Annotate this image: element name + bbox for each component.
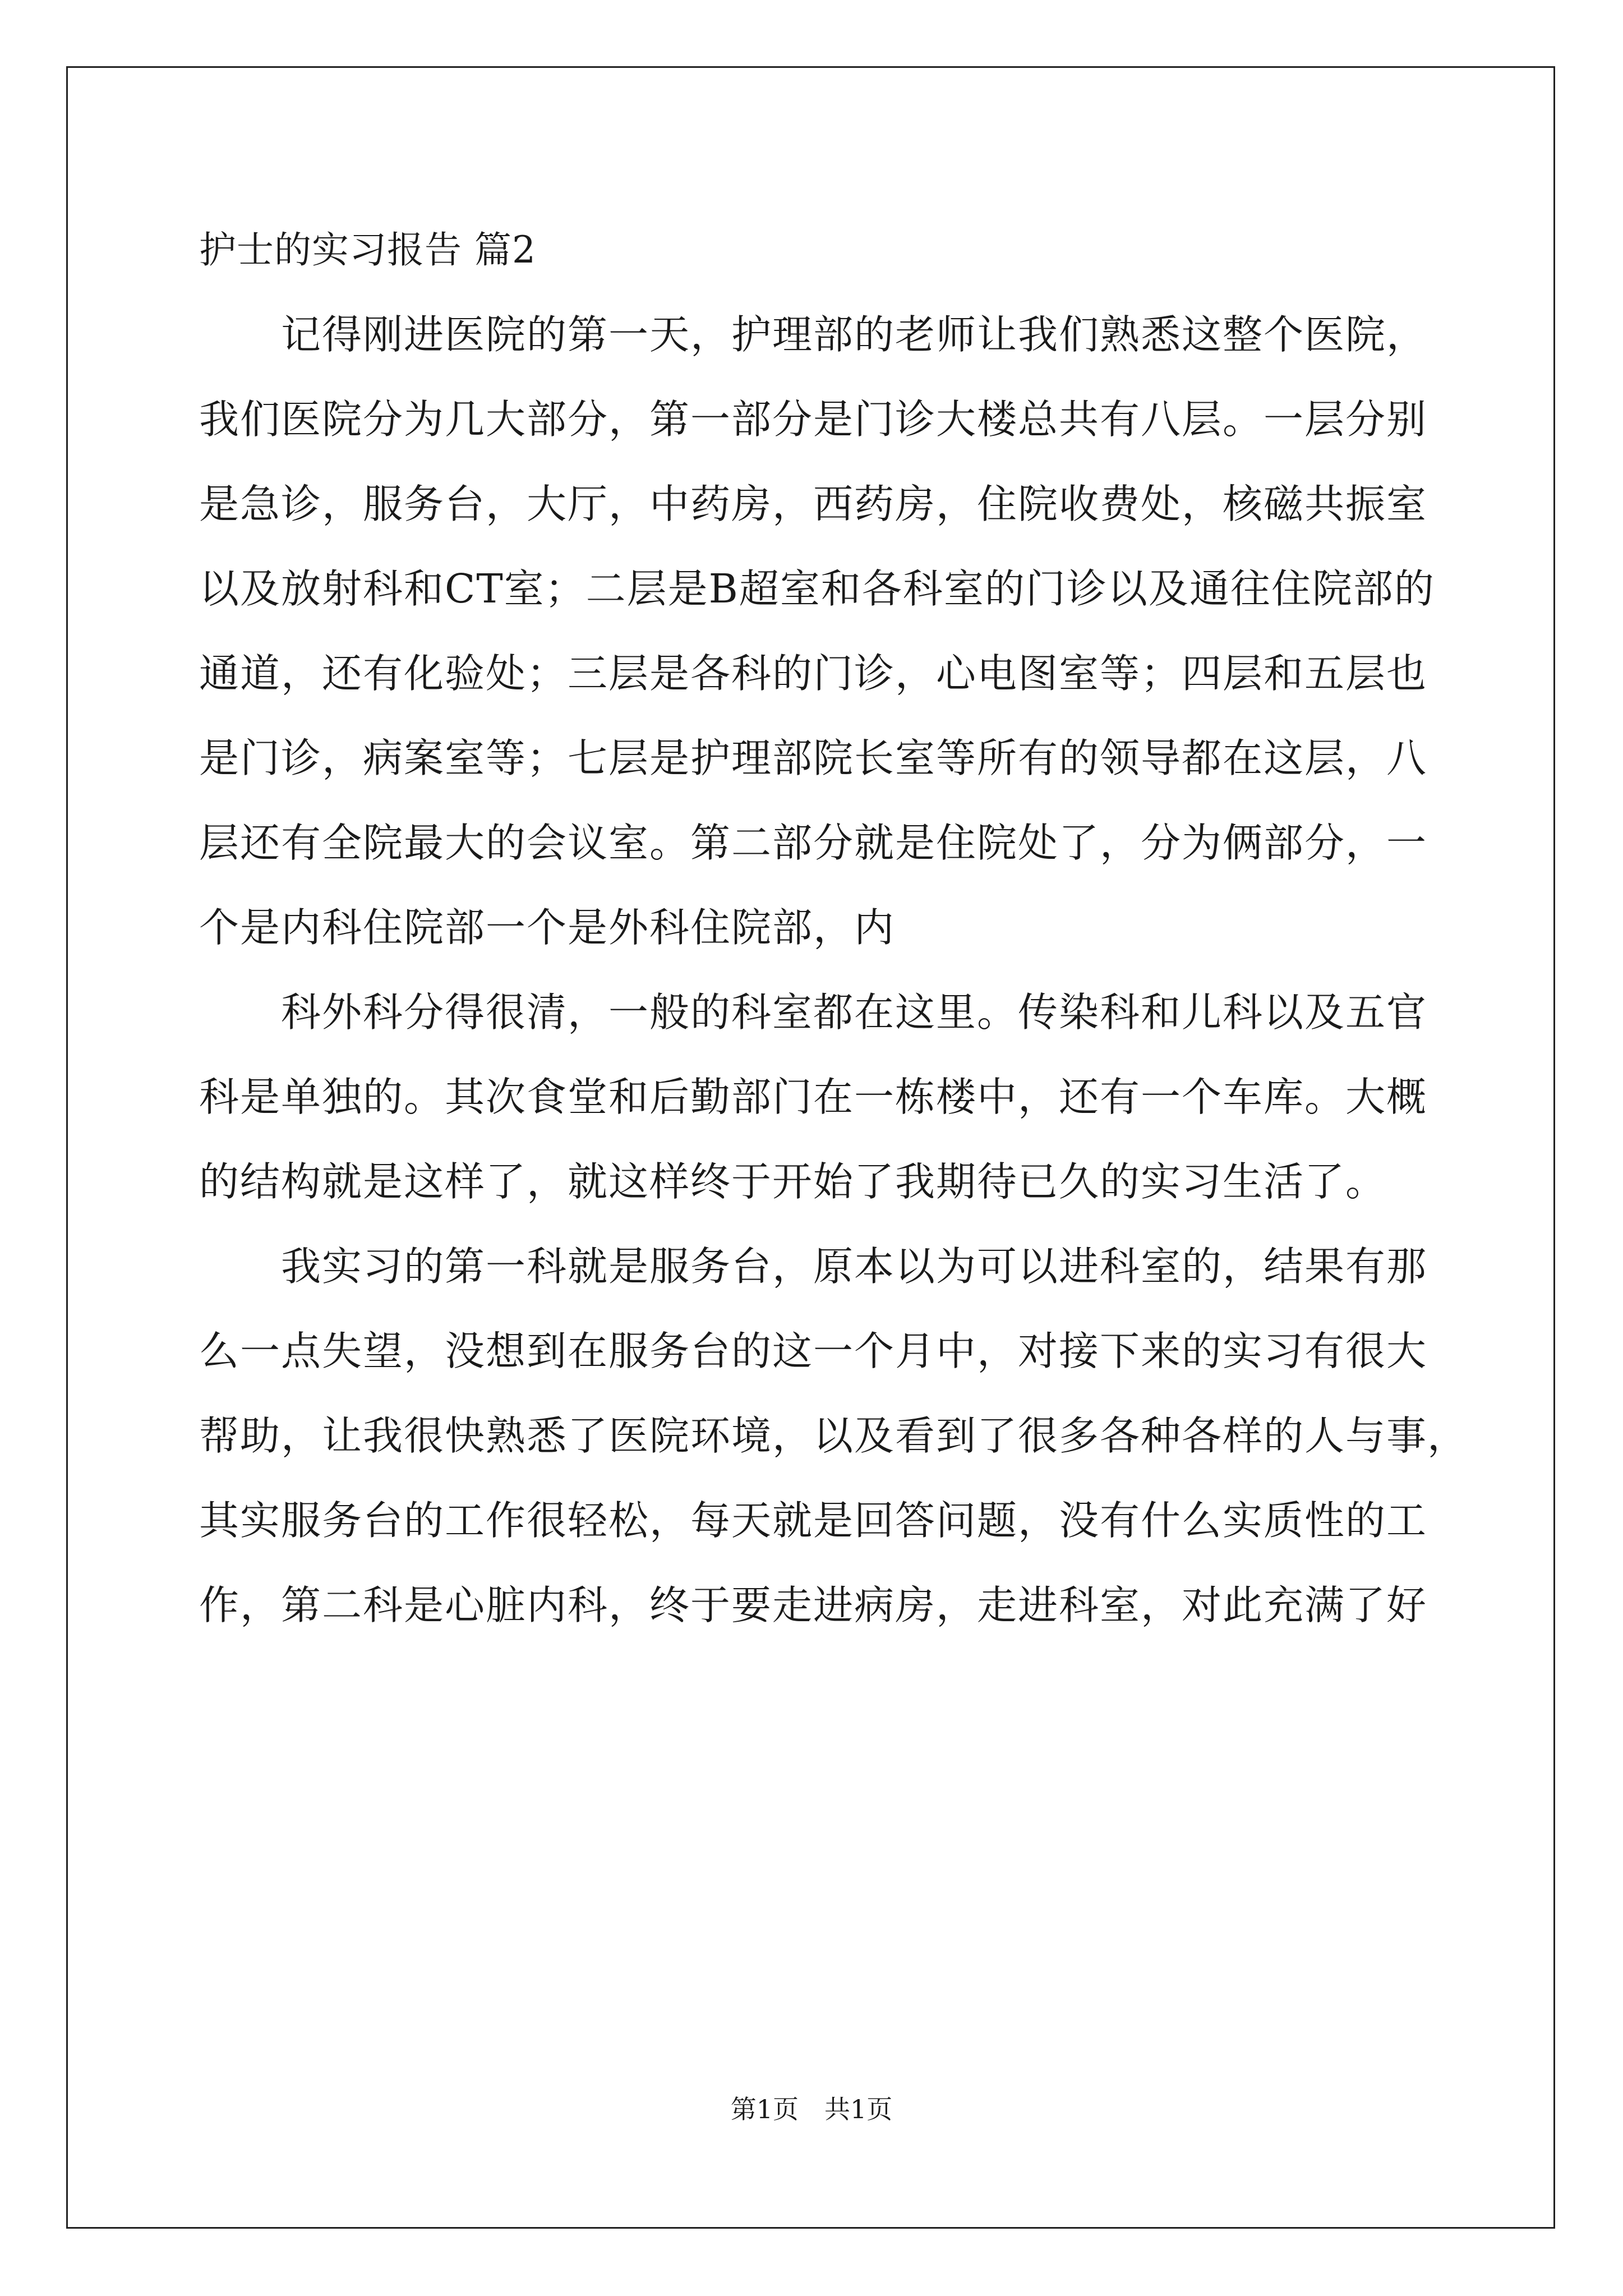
text-line: 我实习的第一科就是服务台，原本以为可以进科室的，结果有那 (281, 1243, 1428, 1290)
text-line: 是门诊，病案室等；七层是护理部院长室等所有的领导都在这层，八 (199, 735, 1428, 781)
document-body (199, 222, 1467, 1662)
text-line: 的结构就是这样了，就这样终于开始了我期待已久的实习生活了。 (199, 1158, 1387, 1205)
text-line: 层还有全院最大的会议室。第二部分就是住院处了，分为俩部分，一 (199, 820, 1428, 866)
text-line: 我们医院分为几大部分，第一部分是门诊大楼总共有八层。一层分别 (199, 396, 1428, 443)
text-line: 其实服务台的工作很轻松，每天就是回答问题，没有什么实质性的工 (199, 1497, 1428, 1544)
text-line: 帮助，让我很快熟悉了医院环境，以及看到了很多各种各样的人与事， (199, 1412, 1469, 1459)
text-line: 科外科分得很清，一般的科室都在这里。传染科和儿科以及五官 (281, 989, 1428, 1036)
document-text (199, 306, 1467, 1634)
text-line: 科是单独的。其次食堂和后勤部门在一栋楼中，还有一个车库。大概 (199, 1074, 1428, 1120)
text-line: 以及放射科和CT室；二层是B超室和各科室的门诊以及通往住院部的 (199, 565, 1435, 612)
text-line: 通道，还有化验处；三层是各科的门诊，心电图室等；四层和五层也 (199, 650, 1428, 697)
text-line: 记得刚进医院的第一天，护理部的老师让我们熟悉这整个医院， (281, 311, 1428, 358)
document-title: 护士的实习报告 篇2 (199, 228, 536, 272)
text-line: 作，第二科是心脏内科，终于要走进病房，走进科室，对此充满了好 (199, 1582, 1428, 1628)
text-line: 个是内科住院部一个是外科住院部，内 (199, 904, 896, 951)
text-line: 是急诊，服务台，大厅，中药房，西药房，住院收费处，核磁共振室 (199, 481, 1428, 527)
text-line: 么一点失望，没想到在服务台的这一个月中，对接下来的实习有很大 (199, 1328, 1428, 1374)
page-footer: 第1页 共1页 (730, 2094, 893, 2124)
